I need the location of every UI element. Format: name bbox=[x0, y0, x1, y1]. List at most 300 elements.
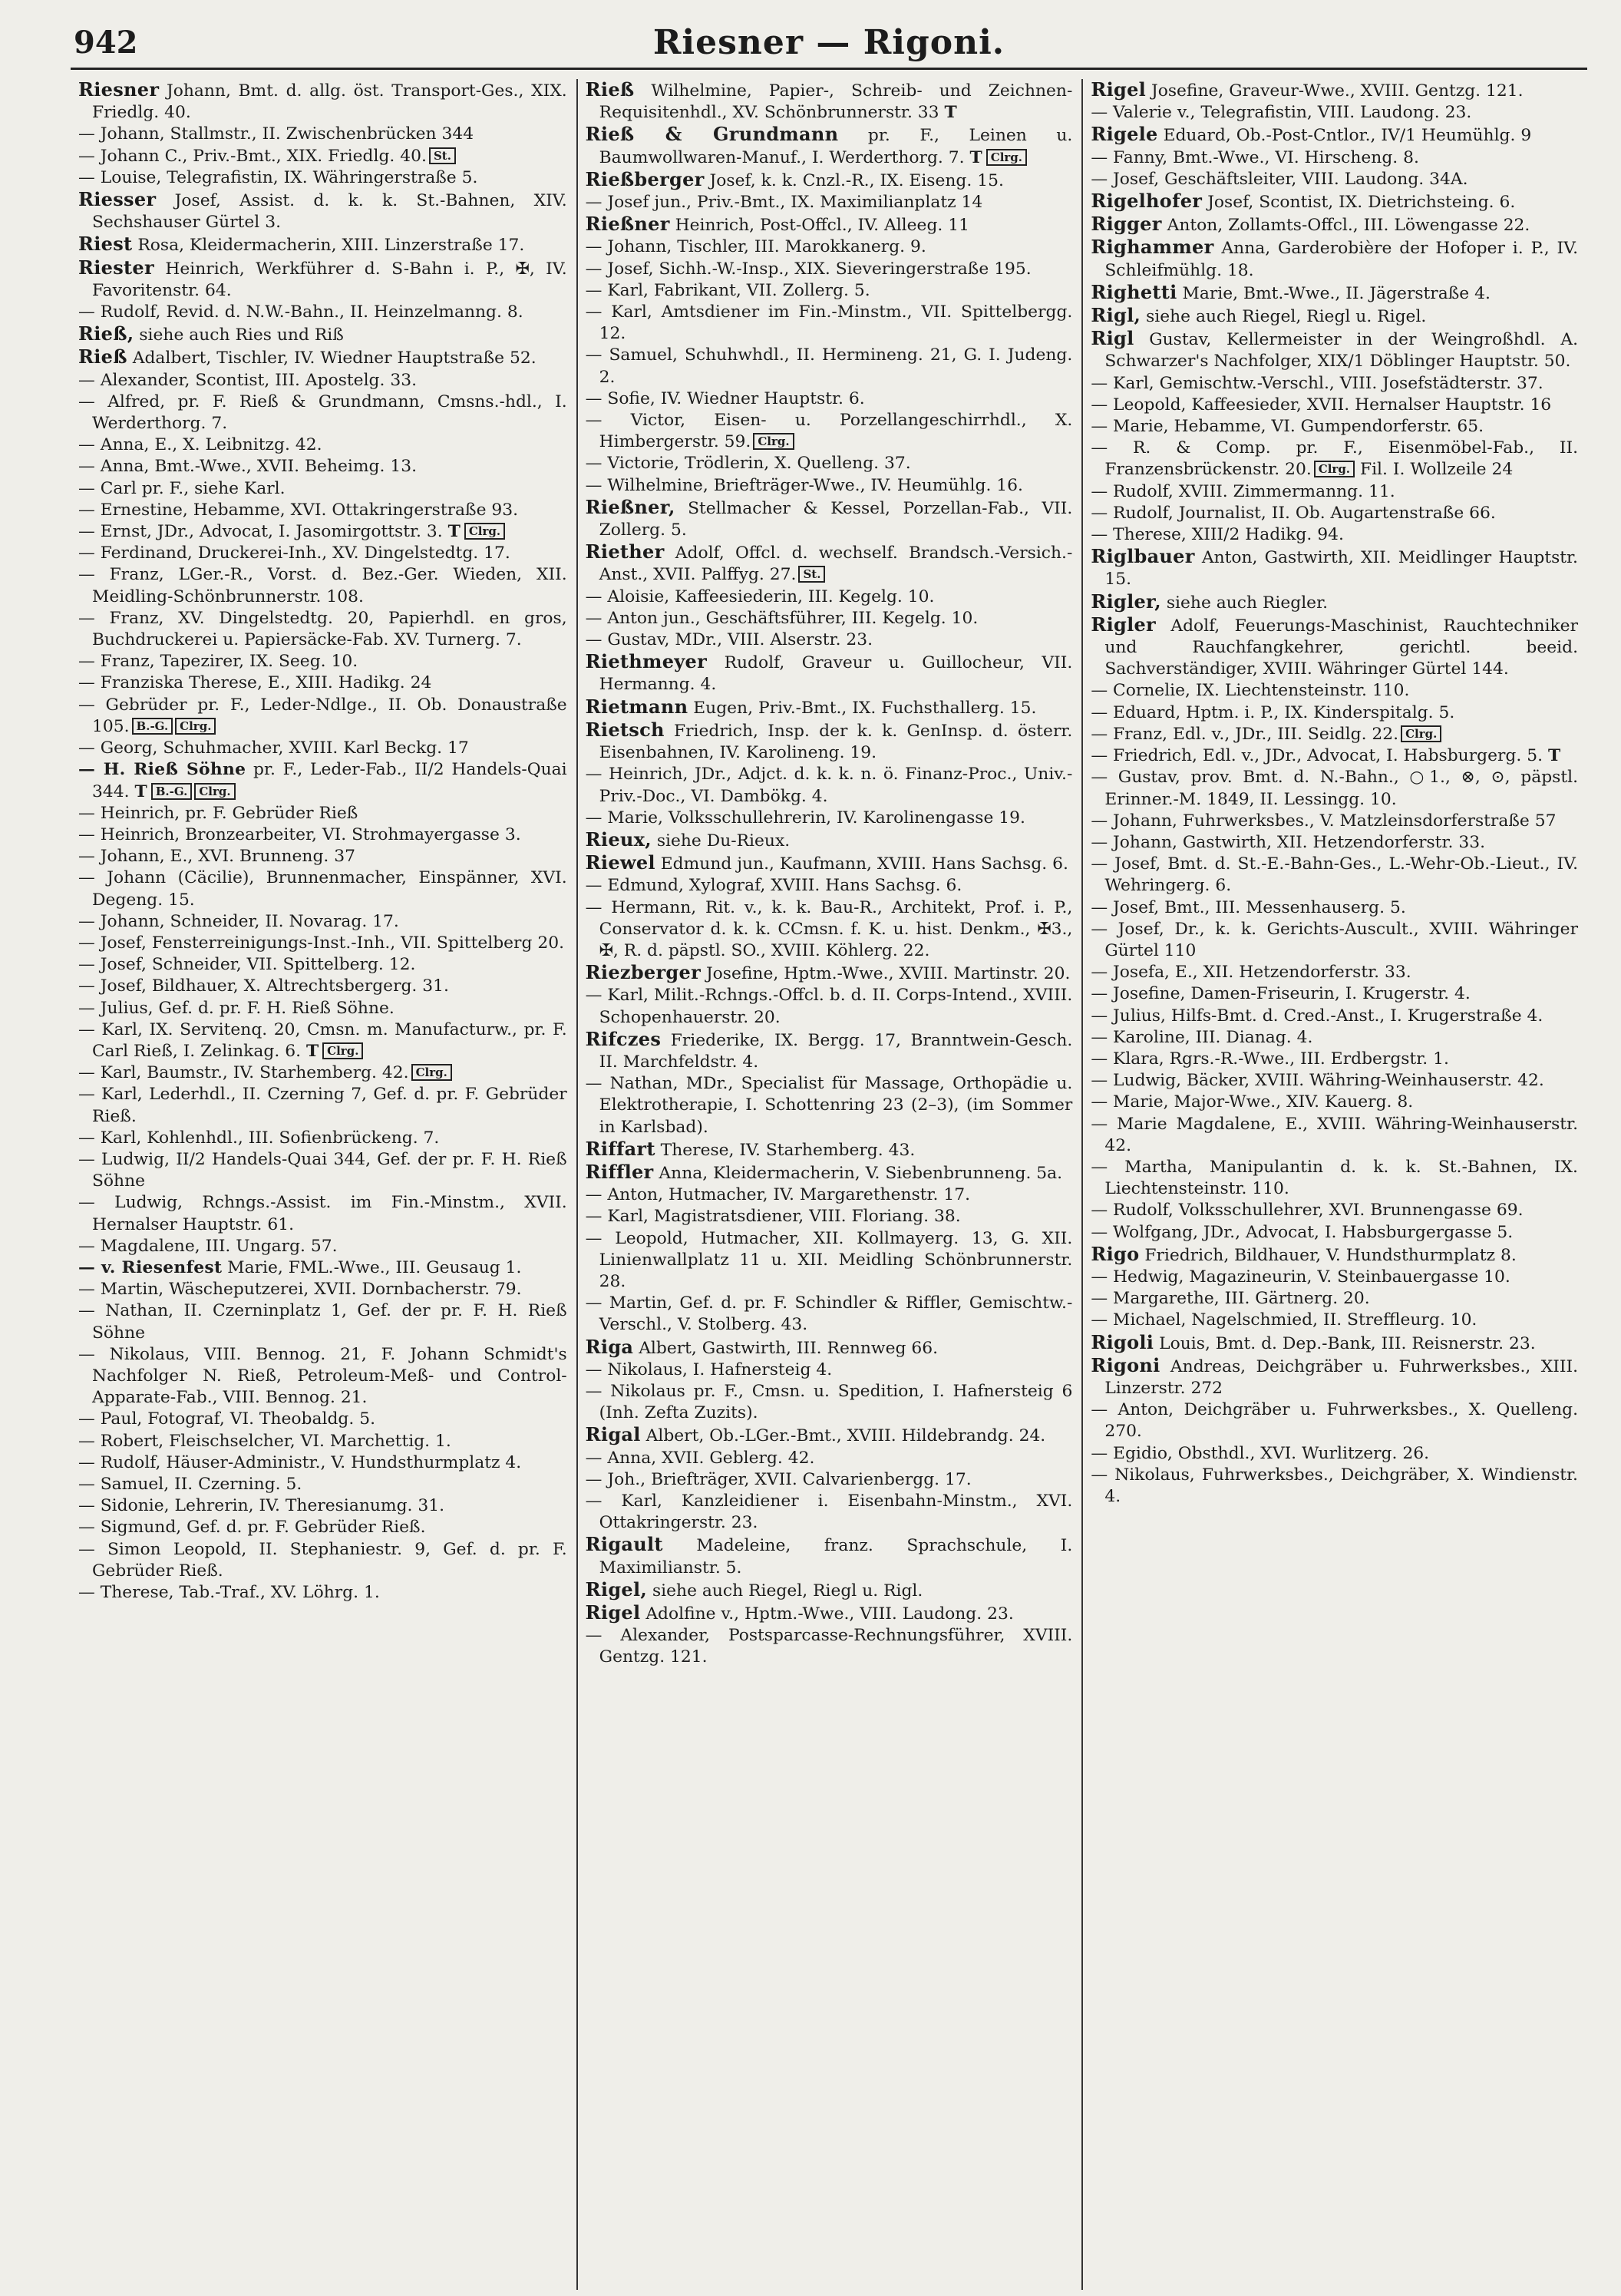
entry-details: — Karl, Gemischtw.-Verschl., VIII. Josefstädterstr. 37. bbox=[1091, 373, 1543, 393]
running-title: Riesner — Rigoni. bbox=[652, 23, 1005, 62]
entry-details: — Anton, Deichgräber u. Fuhrwerksbes., X. Quelleng. 270. bbox=[1091, 1400, 1578, 1442]
entry-surname: Rigl, bbox=[1091, 304, 1141, 327]
directory-entry bbox=[586, 1206, 1073, 1227]
entry-details: Adolfine v., Hptm.-Wwe., VIII. Laudong. 23. bbox=[640, 1604, 1014, 1624]
entry-details: — Friedrich, Edl. v., JDr., Advocat, I. Habsburgerg. 5. bbox=[1091, 746, 1543, 766]
column-1 bbox=[71, 79, 576, 2290]
entry-details: — Anna, XVII. Geblerg. 42. bbox=[585, 1448, 815, 1468]
entry-details: — Rudolf, XVIII. Zimmermanng. 11. bbox=[1091, 481, 1395, 501]
entry-details: — Martha, Manipulantin d. k. k. St.-Bahnen, IX. Liechtensteinstr. 110. bbox=[1091, 1157, 1578, 1199]
entry-badge: Clrg. bbox=[322, 1042, 363, 1059]
directory-entry bbox=[586, 1073, 1073, 1138]
entry-details: — Margarethe, III. Gärtnerg. 20. bbox=[1091, 1289, 1370, 1309]
entry-details: siehe auch Riegel, Riegl u. Rigl. bbox=[647, 1581, 923, 1601]
directory-entry bbox=[78, 189, 567, 233]
directory-entry bbox=[586, 1602, 1073, 1625]
entry-details: — Karl, Fabrikant, VII. Zollerg. 5. bbox=[585, 280, 870, 300]
entry-details: — Franz, XV. Dingelstedtg. 20, Papierhdl. en gros, Buchdruckerei u. Papiersäcke-Fab. XV. Turnerg. 7. bbox=[78, 608, 567, 650]
entry-details: — Paul, Fotograf, VI. Theobaldg. 5. bbox=[78, 1409, 376, 1429]
telephone-symbol: T bbox=[134, 781, 147, 801]
entry-details: Wilhelmine, Papier-, Schreib- und Zeichnen-Requisitenhdl., XV. Schönbrunnerstr. 33 bbox=[599, 81, 1073, 123]
directory-entry bbox=[586, 345, 1073, 388]
directory-entry bbox=[586, 852, 1073, 875]
directory-entry bbox=[78, 167, 567, 189]
directory-entry bbox=[586, 1161, 1073, 1184]
entry-badge: Clrg. bbox=[411, 1064, 452, 1081]
entry-details: pr. F., Leder-Fab., II/2 Handels-Quai 344. bbox=[92, 760, 567, 801]
entry-details: — Sofie, IV. Wiedner Hauptstr. 6. bbox=[585, 388, 865, 408]
entry-details: — Josefine, Damen-Friseurin, I. Krugerstr. 4. bbox=[1091, 984, 1471, 1004]
entry-details: — Leopold, Kaffeesieder, XVII. Hernalser Hauptstr. 16 bbox=[1091, 395, 1552, 415]
entry-surname: Rießner bbox=[585, 213, 670, 236]
entry-surname: Righetti bbox=[1091, 280, 1177, 303]
directory-entry bbox=[78, 759, 567, 802]
entry-details: — Martin, Gef. d. pr. F. Schindler & Riffler, Gemischtw.-Verschl., V. Stolberg. 43. bbox=[585, 1293, 1073, 1335]
directory-entry bbox=[1091, 373, 1578, 395]
entry-details: Josef, k. k. Cnzl.-R., IX. Eiseng. 15. bbox=[704, 170, 1004, 190]
entry-surname: Rigo bbox=[1091, 1242, 1140, 1265]
entry-badge: Clrg. bbox=[175, 718, 216, 735]
entry-details: Heinrich, Post-Offcl., IV. Alleeg. 11 bbox=[669, 216, 969, 236]
directory-entry bbox=[78, 1431, 567, 1452]
directory-entry bbox=[1091, 124, 1578, 147]
entry-details: — Fanny, Bmt.-Wwe., VI. Hirscheng. 8. bbox=[1091, 147, 1419, 167]
entry-details: — Johann, Schneider, II. Novarag. 17. bbox=[78, 911, 399, 931]
directory-entry bbox=[78, 608, 567, 651]
entry-details: — Martin, Wäscheputzerei, XVII. Dornbacherstr. 79. bbox=[78, 1280, 522, 1300]
entry-details: Josef, Assist. d. k. k. St.-Bahnen, XIV. Sechshauser Gürtel 3. bbox=[92, 191, 567, 233]
directory-entry bbox=[1091, 1443, 1578, 1465]
entry-details: — Michael, Nagelschmied, II. Streffleurg. 10. bbox=[1091, 1310, 1477, 1330]
entry-details: — Josef, Bmt. d. St.-E.-Bahn-Ges., L.-Wehr-Ob.-Lieut., IV. Wehringerg. 6. bbox=[1091, 854, 1578, 896]
directory-entry bbox=[78, 1300, 567, 1343]
entry-details: — Gustav, prov. Bmt. d. N.-Bahn., ○1., ⊗, ⊙, päpstl. Erinner.-M. 1849, II. Lessingg. 10. bbox=[1091, 768, 1578, 809]
entry-surname: Rigal bbox=[585, 1423, 641, 1446]
entry-details: — Eduard, Hptm. i. P., IX. Kinderspitalg. 5. bbox=[1091, 702, 1455, 722]
directory-entry bbox=[1091, 745, 1578, 767]
entry-details: — Louise, Telegrafistin, IX. Währingerstraße 5. bbox=[78, 167, 478, 187]
entry-surname: Rigger bbox=[1091, 213, 1162, 236]
entry-details: — Marie, Volksschullehrerin, IV. Karolinengasse 19. bbox=[585, 808, 1025, 828]
directory-entry bbox=[586, 808, 1073, 829]
directory-entry bbox=[1091, 962, 1578, 983]
directory-entry bbox=[78, 803, 567, 824]
entry-tail: Fil. I. Wollzeile 24 bbox=[1355, 460, 1514, 480]
entry-badge: B.-G. bbox=[132, 718, 173, 735]
directory-entry bbox=[586, 829, 1073, 852]
entry-surname: Rigault bbox=[585, 1533, 663, 1556]
entry-details: Louis, Bmt. d. Dep.-Bank, III. Reisnerstr. 23. bbox=[1154, 1333, 1536, 1353]
entry-surname: Riether bbox=[585, 540, 665, 563]
entry-details: — Josef, Schneider, VII. Spittelberg. 12. bbox=[78, 955, 416, 975]
entry-surname: Rigelhofer bbox=[1091, 190, 1203, 213]
directory-entry bbox=[1091, 147, 1578, 169]
directory-entry bbox=[1091, 305, 1578, 328]
entry-surname: Rigler bbox=[1091, 613, 1157, 636]
column-2 bbox=[576, 79, 1082, 2290]
directory-entry bbox=[586, 651, 1073, 695]
entry-details: — Joh., Briefträger, XVII. Calvarienbergg. 17. bbox=[585, 1469, 972, 1489]
directory-entry bbox=[1091, 724, 1578, 745]
entry-details: Marie, FML.-Wwe., III. Geusaug 1. bbox=[222, 1257, 522, 1277]
directory-entry bbox=[1091, 1070, 1578, 1092]
entry-surname: Righammer bbox=[1091, 236, 1214, 259]
entry-details: — Josef, Fensterreinigungs-Inst.-Inh., VII. Spittelberg 20. bbox=[78, 933, 565, 953]
entry-details: Josefine, Hptm.-Wwe., XVIII. Martinstr. 20. bbox=[701, 964, 1071, 984]
directory-entry bbox=[78, 478, 567, 500]
directory-entry bbox=[78, 1452, 567, 1474]
entry-details: — Franz, Edl. v., JDr., III. Seidlg. 22. bbox=[1091, 724, 1399, 744]
entry-surname: Rieß & Grundmann bbox=[585, 123, 839, 146]
directory-entry bbox=[1091, 1006, 1578, 1027]
entry-details: — Sidonie, Lehrerin, IV. Theresianumg. 31. bbox=[78, 1496, 445, 1516]
telephone-symbol: T bbox=[305, 1041, 319, 1061]
directory-entry bbox=[586, 875, 1073, 897]
directory-entry bbox=[1091, 481, 1578, 503]
entry-details: — Johann, Gastwirth, XII. Hetzendorferstr. 33. bbox=[1091, 832, 1485, 852]
directory-entry bbox=[78, 846, 567, 867]
entry-details: siehe auch Riegler. bbox=[1160, 593, 1329, 613]
directory-entry bbox=[78, 1582, 567, 1604]
entry-details: — Carl pr. F., siehe Karl. bbox=[78, 478, 286, 498]
entry-details: — Nathan, II. Czerninplatz 1, Gef. der pr. F. H. Rieß Söhne bbox=[78, 1301, 567, 1343]
entry-details: — Ludwig, II/2 Handels-Quai 344, Gef. der pr. F. H. Rieß Söhne bbox=[78, 1149, 567, 1191]
entry-details: — Victorie, Trödlerin, X. Quelleng. 37. bbox=[585, 454, 911, 474]
directory-entry bbox=[1091, 680, 1578, 702]
entry-details: Rosa, Kleidermacherin, XIII. Linzerstraße 17. bbox=[132, 236, 525, 256]
directory-entry bbox=[1091, 1027, 1578, 1049]
entry-details: — Samuel, II. Czerning. 5. bbox=[78, 1475, 302, 1494]
directory-entry bbox=[78, 1344, 567, 1409]
entry-badge: St. bbox=[429, 147, 456, 164]
directory-entry bbox=[586, 1184, 1073, 1206]
directory-entry bbox=[1091, 282, 1578, 305]
directory-entry bbox=[586, 169, 1073, 192]
directory-entry bbox=[586, 1579, 1073, 1602]
entry-details: Friedrich, Insp. der k. k. GenInsp. d. österr. Eisenbahnen, IV. Karolineng. 19. bbox=[599, 721, 1073, 763]
entry-details: — Nikolaus, I. Hafnersteig 4. bbox=[585, 1359, 833, 1379]
directory-entry bbox=[586, 1625, 1073, 1668]
entry-surname: Riesner bbox=[78, 79, 160, 101]
directory-entry bbox=[78, 434, 567, 456]
directory-entry bbox=[78, 1149, 567, 1192]
directory-entry bbox=[1091, 854, 1578, 897]
entry-details: — Gustav, MDr., VIII. Alserstr. 23. bbox=[585, 630, 873, 650]
directory-entry bbox=[586, 259, 1073, 280]
directory-entry bbox=[78, 976, 567, 997]
entry-badge: Clrg. bbox=[986, 149, 1027, 166]
entry-details: — Nikolaus, Fuhrwerksbes., Deichgräber, X. Windienstr. 4. bbox=[1091, 1465, 1578, 1506]
directory-entry bbox=[1091, 1332, 1578, 1355]
entry-details: — Rudolf, Volksschullehrer, XVI. Brunnengasse 69. bbox=[1091, 1201, 1524, 1221]
directory-entry bbox=[586, 985, 1073, 1028]
entry-details: Rudolf, Graveur u. Guillocheur, VII. Hermanng. 4. bbox=[599, 653, 1073, 695]
directory-entry bbox=[1091, 767, 1578, 810]
directory-entry bbox=[78, 1236, 567, 1257]
entry-surname: Rigler, bbox=[1091, 590, 1161, 613]
directory-entry bbox=[1091, 524, 1578, 546]
directory-entry bbox=[586, 280, 1073, 302]
entry-surname: Riest bbox=[78, 233, 133, 256]
entry-details: Anna, Kleidermacherin, V. Siebenbrunneng. 5a. bbox=[653, 1163, 1063, 1183]
entry-details: — Therese, Tab.-Traf., XV. Löhrg. 1. bbox=[78, 1583, 380, 1603]
entry-surname: Rigel bbox=[1091, 79, 1147, 101]
directory-entry bbox=[1091, 811, 1578, 832]
entry-badge: Clrg. bbox=[753, 433, 794, 450]
entry-details: Anton, Gastwirth, XII. Meidlinger Hauptstr. 15. bbox=[1104, 548, 1578, 590]
telephone-symbol: T bbox=[944, 103, 957, 123]
directory-entry bbox=[78, 867, 567, 910]
directory-entry bbox=[78, 651, 567, 672]
entry-surname: Rigele bbox=[1091, 123, 1158, 146]
directory-entry bbox=[1091, 832, 1578, 854]
directory-entry bbox=[78, 346, 567, 369]
entry-details: — Johann (Cäcilie), Brunnenmacher, Einspänner, XVI. Degeng. 15. bbox=[78, 868, 567, 910]
page-header bbox=[71, 17, 1587, 70]
directory-entry bbox=[78, 1128, 567, 1149]
directory-entry bbox=[586, 213, 1073, 236]
entry-details: — Alfred, pr. F. Rieß & Grundmann, Cmsns.-hdl., I. Werderthorg. 7. bbox=[78, 391, 567, 434]
directory-entry bbox=[78, 672, 567, 694]
entry-details: — Josef, Bmt., III. Messenhauserg. 5. bbox=[1091, 897, 1406, 917]
entry-details: Adolf, Feuerungs-Maschinist, Rauchtechniker und Rauchfangkehrer, gerichtl. beeid. Sachverständiger, XVIII. Währinger Gürtel 144. bbox=[1104, 616, 1578, 679]
directory-entry bbox=[78, 323, 567, 346]
directory-entry bbox=[78, 1539, 567, 1582]
column-3 bbox=[1081, 79, 1587, 2290]
entry-details: — Karoline, III. Dianag. 4. bbox=[1091, 1027, 1313, 1047]
directory-entry bbox=[1091, 102, 1578, 124]
directory-entry bbox=[1091, 1200, 1578, 1221]
directory-entry bbox=[586, 1293, 1073, 1336]
entry-details: Johann, Bmt. d. allg. öst. Transport-Ges., XIX. Friedlg. 40. bbox=[92, 81, 567, 123]
entry-details: — Edmund, Xylograf, XVIII. Hans Sachsg. 6. bbox=[585, 876, 962, 896]
directory-entry bbox=[586, 302, 1073, 345]
entry-surname: Riglbauer bbox=[1091, 545, 1195, 568]
entry-details: — Karl, Amtsdiener im Fin.-Minstm., VII. Spittelbergg. 12. bbox=[585, 302, 1073, 344]
entry-details: — Marie Magdalene, E., XVIII. Währing-Weinhauserstr. 42. bbox=[1091, 1114, 1578, 1155]
entry-details: — Klara, Rgrs.-R.-Wwe., III. Erdbergstr. 1. bbox=[1091, 1049, 1449, 1069]
directory-entry bbox=[1091, 897, 1578, 919]
entry-details: — Karl, Lederhdl., II. Czerning 7, Gef. d. pr. F. Gebrüder Rieß. bbox=[78, 1085, 567, 1126]
entry-details: — Heinrich, JDr., Adjct. d. k. k. n. ö. Finanz-Proc., Univ.-Priv.-Doc., VI. Dambökg. 4. bbox=[585, 765, 1073, 806]
telephone-symbol: T bbox=[447, 522, 461, 542]
entry-details: — Ernst, JDr., Advocat, I. Jasomirgottstr. 3. bbox=[78, 522, 443, 542]
directory-entry bbox=[586, 1424, 1073, 1447]
entry-badge: Clrg. bbox=[464, 523, 505, 540]
entry-details: — Cornelie, IX. Liechtensteinstr. 110. bbox=[1091, 681, 1410, 701]
entry-details: — Karl, Milit.-Rchngs.-Offcl. b. d. II. Corps-Intend., XVIII. Schopenhauerstr. 20. bbox=[585, 986, 1073, 1027]
entry-details: siehe auch Ries und Riß bbox=[134, 325, 344, 345]
directory-entry bbox=[586, 124, 1073, 168]
entry-details: — Heinrich, pr. F. Gebrüder Rieß bbox=[78, 803, 358, 823]
directory-entry bbox=[586, 1336, 1073, 1359]
entry-details: — Rudolf, Journalist, II. Ob. Augartenstraße 66. bbox=[1091, 503, 1496, 523]
entry-details: — Aloisie, Kaffeesiederin, III. Kegelg. 10. bbox=[585, 586, 935, 606]
entry-details: Eduard, Ob.-Post-Cntlor., IV/1 Heumühlg. 9 bbox=[1157, 126, 1532, 146]
directory-entry bbox=[78, 933, 567, 954]
directory-entry bbox=[586, 1534, 1073, 1578]
entry-details: — Alexander, Scontist, III. Apostelg. 33. bbox=[78, 370, 418, 390]
entry-surname: Rieß bbox=[78, 345, 127, 368]
entry-badge: St. bbox=[798, 566, 825, 583]
entry-details: — Egidio, Obsthdl., XVI. Wurlitzerg. 26. bbox=[1091, 1443, 1429, 1463]
directory-entry bbox=[78, 391, 567, 434]
entry-details: — Marie, Major-Wwe., XIV. Kauerg. 8. bbox=[1091, 1092, 1414, 1112]
directory-entry bbox=[586, 1491, 1073, 1534]
directory-entry bbox=[78, 1257, 567, 1279]
entry-details: — Franz, LGer.-R., Vorst. d. Bez.-Ger. Wieden, XII. Meidling-Schönbrunnerstr. 108. bbox=[78, 565, 567, 606]
entry-details: — Josef, Geschäftsleiter, VIII. Laudong. 34A. bbox=[1091, 169, 1468, 189]
directory-entry bbox=[78, 998, 567, 1019]
entry-details: Josefine, Graveur-Wwe., XVIII. Gentzg. 121. bbox=[1146, 81, 1524, 101]
entry-details: — Georg, Schuhmacher, XVIII. Karl Beckg. 17 bbox=[78, 738, 469, 758]
entry-details: — Rudolf, Revid. d. N.W.-Bahn., II. Heinzelmanng. 8. bbox=[78, 302, 523, 322]
entry-surname: Riga bbox=[585, 1335, 634, 1358]
directory-entry bbox=[586, 541, 1073, 586]
directory-entry bbox=[1091, 1310, 1578, 1331]
directory-entry bbox=[586, 475, 1073, 497]
entry-details: — Franz, Tapezirer, IX. Seeg. 10. bbox=[78, 652, 358, 672]
directory-entry bbox=[1091, 1092, 1578, 1113]
entry-details: — Johann, Fuhrwerksbes., V. Matzleinsdorferstraße 57 bbox=[1091, 811, 1557, 831]
entry-details: — Karl, Kanzleidiener i. Eisenbahn-Minstm., XVI. Ottakringerstr. 23. bbox=[585, 1492, 1073, 1533]
directory-entry bbox=[586, 388, 1073, 410]
entry-details: Heinrich, Werkführer d. S-Bahn i. P., ✠, IV. Favoritenstr. 64. bbox=[92, 259, 567, 300]
directory-entry bbox=[78, 79, 567, 124]
entry-surname: Riffler bbox=[585, 1160, 654, 1183]
directory-entry bbox=[586, 897, 1073, 963]
entry-details: — Karl, Baumstr., IV. Starhemberg. 42. bbox=[78, 1063, 409, 1083]
directory-entry bbox=[1091, 919, 1578, 962]
directory-entry bbox=[586, 1359, 1073, 1381]
entry-surname: Rigoni bbox=[1091, 1353, 1160, 1376]
entry-details: Stellmacher & Kessel, Porzellan-Fab., VII. Zollerg. 5. bbox=[599, 498, 1073, 540]
directory-entry bbox=[586, 696, 1073, 719]
entry-details: Eugen, Priv.-Bmt., IX. Fuchsthallerg. 15. bbox=[688, 698, 1037, 718]
entry-surname: Rigoli bbox=[1091, 1330, 1154, 1353]
directory-entry bbox=[1091, 328, 1578, 372]
directory-entry bbox=[586, 1138, 1073, 1161]
directory-entry bbox=[78, 500, 567, 521]
entry-details: Marie, Bmt.-Wwe., II. Jägerstraße 4. bbox=[1177, 283, 1491, 303]
entry-details: Albert, Gastwirth, III. Rennweg 66. bbox=[633, 1338, 939, 1358]
directory-entry bbox=[586, 764, 1073, 807]
entry-details: — Josef, Bildhauer, X. Altrechtsbergerg. 31. bbox=[78, 976, 449, 996]
entry-details: — Franziska Therese, E., XIII. Hadikg. 24 bbox=[78, 673, 432, 693]
entry-badge: Clrg. bbox=[1401, 725, 1441, 742]
directory-entry bbox=[1091, 169, 1578, 190]
directory-entry bbox=[586, 1228, 1073, 1293]
entry-surname: Rieß, bbox=[78, 322, 134, 345]
entry-surname: Rießberger bbox=[585, 167, 705, 190]
directory-entry bbox=[1091, 1157, 1578, 1200]
entry-details: — Johann, Stallmstr., II. Zwischenbrücken 344 bbox=[78, 124, 474, 144]
entry-surname: Riesser bbox=[78, 188, 157, 211]
entry-surname: Riffart bbox=[585, 1137, 655, 1160]
entry-details: — Hermann, Rit. v., k. k. Bau-R., Architekt, Prof. i. P., Conservator d. k. k. CCmsn. f. K. u. hist. Denkm., ✠3., ✠, R. d. päpstl. SO., XVIII. Köhlerg. 22. bbox=[585, 897, 1073, 960]
entry-details: — Johann, E., XVI. Brunneng. 37 bbox=[78, 847, 356, 867]
telephone-symbol: T bbox=[969, 147, 982, 167]
entry-details: — Heinrich, Bronzearbeiter, VI. Strohmayergasse 3. bbox=[78, 824, 521, 844]
entry-surname: Rießner, bbox=[585, 495, 675, 518]
directory-entry bbox=[586, 192, 1073, 213]
entry-details: — Ludwig, Rchngs.-Assist. im Fin.-Minstm., XVII. Hernalser Hauptstr. 61. bbox=[78, 1193, 567, 1234]
entry-details: — Hedwig, Magazineurin, V. Steinbauergasse 10. bbox=[1091, 1267, 1510, 1287]
entry-details: — Josef jun., Priv.-Bmt., IX. Maximilianplatz 14 bbox=[585, 193, 983, 213]
directory-entry bbox=[1091, 79, 1578, 102]
directory-entry bbox=[78, 1409, 567, 1430]
directory-entry bbox=[78, 1192, 567, 1235]
directory-entry bbox=[586, 497, 1073, 541]
directory-entry bbox=[78, 233, 567, 256]
entry-details: Adolf, Offcl. d. wechself. Brandsch.-Versich.-Anst., XVII. Palffyg. 27. bbox=[599, 543, 1073, 585]
directory-entry bbox=[586, 1469, 1073, 1491]
entry-details: — Gebrüder pr. F., Leder-Ndlge., II. Ob. Donaustraße 105. bbox=[78, 695, 567, 736]
entry-surname: — v. Riesenfest bbox=[78, 1257, 223, 1277]
directory-entry bbox=[78, 124, 567, 145]
directory-entry bbox=[78, 1062, 567, 1084]
directory-entry bbox=[78, 564, 567, 607]
entry-details: — Wolfgang, JDr., Advocat, I. Habsburgergasse 5. bbox=[1091, 1222, 1514, 1242]
directory-entry bbox=[78, 146, 567, 167]
directory-entry bbox=[1091, 546, 1578, 590]
entry-surname: Rietsch bbox=[585, 718, 665, 741]
directory-entry bbox=[586, 1381, 1073, 1424]
entry-surname: Rieux, bbox=[585, 828, 652, 851]
directory-entry bbox=[586, 410, 1073, 453]
entry-details: Gustav, Kellermeister in der Weingroßhdl. A. Schwarzer's Nachfolger, XIX/1 Döblinger Hauptstr. 50. bbox=[1104, 330, 1578, 372]
entry-details: — Karl, IX. Servitenq. 20, Cmsn. m. Manufacturw., pr. F. Carl Rieß, I. Zelinkag. 6. bbox=[78, 1019, 567, 1061]
entry-details: — Ferdinand, Druckerei-Inh., XV. Dingelstedtg. 17. bbox=[78, 543, 510, 563]
directory-entry bbox=[78, 370, 567, 391]
entry-details: — Josefa, E., XII. Hetzendorferstr. 33. bbox=[1091, 963, 1411, 983]
entry-details: — Anna, E., X. Leibnitzg. 42. bbox=[78, 435, 322, 455]
directory-entry bbox=[78, 738, 567, 759]
page-number: 942 bbox=[74, 25, 138, 61]
directory-entry bbox=[1091, 1049, 1578, 1070]
directory-entry bbox=[1091, 614, 1578, 681]
directory-entry bbox=[78, 1474, 567, 1495]
directory-entry bbox=[586, 586, 1073, 608]
entry-surname: — H. Rieß Söhne bbox=[78, 760, 246, 780]
entry-surname: Riewel bbox=[585, 851, 655, 874]
entry-surname: Rigl bbox=[1091, 327, 1134, 350]
entry-details: — Johann C., Priv.-Bmt., XIX. Friedlg. 40. bbox=[78, 146, 427, 166]
entry-badge: Clrg. bbox=[194, 783, 235, 800]
entry-details: Adalbert, Tischler, IV. Wiedner Hauptstraße 52. bbox=[127, 349, 536, 368]
entry-details: — Wilhelmine, Briefträger-Wwe., IV. Heumühlg. 16. bbox=[585, 475, 1023, 495]
entry-details: — Rudolf, Häuser-Administr., V. Hundsthurmplatz 4. bbox=[78, 1452, 522, 1472]
directory-entry bbox=[586, 236, 1073, 258]
directory-entry bbox=[1091, 1355, 1578, 1399]
directory-entry bbox=[586, 1448, 1073, 1469]
directory-entry bbox=[1091, 1244, 1578, 1267]
entry-details: — R. & Comp. pr. F., Eisenmöbel-Fab., II. Franzensbrückenstr. 20. bbox=[1091, 438, 1578, 480]
directory-entry bbox=[586, 962, 1073, 985]
entry-surname: Riezberger bbox=[585, 961, 702, 984]
entry-details: Madeleine, franz. Sprachschule, I. Maximilianstr. 5. bbox=[599, 1536, 1073, 1577]
directory-entry bbox=[586, 629, 1073, 651]
directory-entry bbox=[78, 1495, 567, 1517]
directory-entry bbox=[78, 1279, 567, 1300]
columns bbox=[71, 79, 1587, 2290]
directory-entry bbox=[78, 1084, 567, 1127]
entry-details: Friedrich, Bildhauer, V. Hundsthurmplatz 8. bbox=[1139, 1245, 1517, 1265]
entry-details: siehe auch Riegel, Riegl u. Rigel. bbox=[1141, 307, 1427, 327]
directory-entry bbox=[1091, 1114, 1578, 1157]
entry-details: — Anna, Bmt.-Wwe., XVII. Beheimg. 13. bbox=[78, 457, 417, 477]
entry-details: Anna, Garderobière der Hofoper i. P., IV. Schleifmühlg. 18. bbox=[1104, 239, 1578, 280]
